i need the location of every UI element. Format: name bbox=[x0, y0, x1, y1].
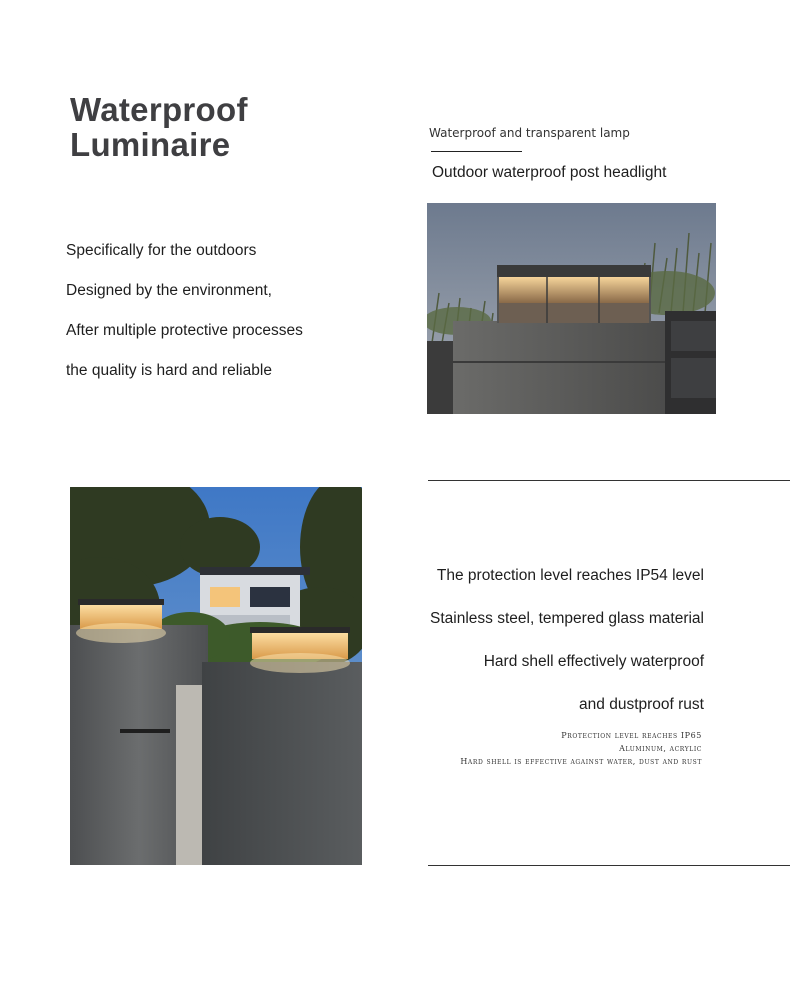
product-label: Waterproof and transparent lamp bbox=[429, 126, 630, 140]
divider bbox=[428, 480, 790, 481]
page-title bbox=[70, 92, 248, 162]
intro-line: Specifically for the outdoors bbox=[66, 242, 257, 259]
product-subtitle: Outdoor waterproof post headlight bbox=[432, 164, 667, 181]
features-small-caps bbox=[460, 729, 702, 768]
caps-line: Protection level reaches IP65 bbox=[561, 731, 702, 740]
divider bbox=[428, 865, 790, 866]
features-text bbox=[430, 565, 704, 737]
feature-line: Stainless steel, tempered glass material bbox=[430, 610, 704, 627]
intro-line: After multiple protective processes bbox=[66, 322, 303, 339]
feature-line: The protection level reaches IP54 level bbox=[436, 567, 704, 584]
post-light-photo bbox=[427, 203, 716, 414]
intro-line: Designed by the environment, bbox=[66, 282, 272, 299]
feature-line: and dustproof rust bbox=[579, 696, 704, 713]
title-line-1: Waterproof bbox=[70, 91, 248, 128]
intro-line: the quality is hard and reliable bbox=[66, 362, 272, 379]
intro-text bbox=[66, 241, 303, 401]
caps-line: Hard shell is effective against water, dust and rust bbox=[460, 757, 702, 766]
caps-line: Aluminum, acrylic bbox=[619, 744, 702, 753]
feature-line: Hard shell effectively waterproof bbox=[483, 653, 704, 670]
garden-wall-photo bbox=[70, 487, 362, 865]
title-line-2: Luminaire bbox=[70, 126, 231, 163]
divider bbox=[431, 151, 522, 152]
